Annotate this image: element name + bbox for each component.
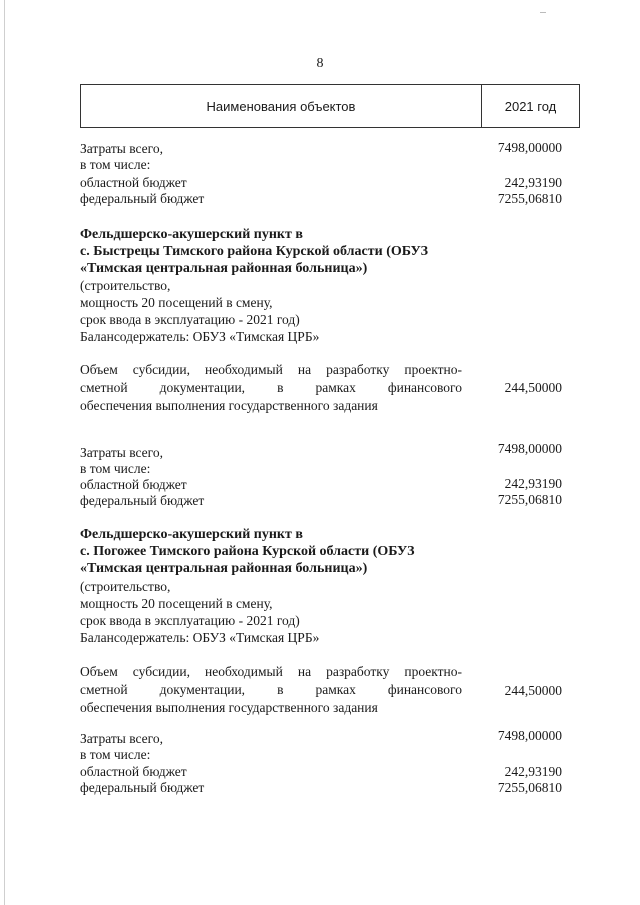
object1-title-line3: «Тимская центральная районная больница»)	[80, 261, 368, 276]
object2-subsidy-line1: Объем субсидии, необходимый на разработку проектно-	[80, 664, 462, 679]
block2-federal-label: федеральный бюджет	[80, 493, 205, 508]
block3-total-value: 7498,00000	[497, 728, 562, 743]
object2-subsidy-line2: сметной документации, в рамках финансового	[80, 682, 462, 697]
object1-subsidy-text	[80, 361, 462, 415]
block3-regional-label: областной бюджет	[80, 764, 187, 779]
block2-regional-label: областной бюджет	[80, 477, 187, 492]
object2-title-line2: с. Погожее Тимского района Курской области (ОБУЗ	[80, 544, 415, 559]
scan-mark	[540, 12, 546, 13]
object1-info-line1: (строительство,	[80, 278, 171, 293]
object2-info-line3: срок ввода в эксплуатацию - 2021 год)	[80, 613, 300, 628]
object2-subsidy-value: 244,50000	[504, 683, 562, 698]
block2-total-value: 7498,00000	[497, 441, 562, 456]
object2-info-line2: мощность 20 посещений в смену,	[80, 596, 273, 611]
object1-title-line2: с. Быстрецы Тимского района Курской области (ОБУЗ	[80, 244, 428, 259]
object1-subsidy-value: 244,50000	[504, 380, 562, 395]
block2-total-label: Затраты всего,	[80, 445, 163, 460]
block1-total-value: 7498,00000	[497, 140, 562, 155]
block2-federal-value: 7255,06810	[497, 492, 562, 507]
block1-including-label: в том числе:	[80, 157, 151, 172]
object2-subsidy-line3: обеспечения выполнения государственного задания	[80, 700, 378, 715]
object2-subsidy-text	[80, 663, 462, 717]
object2-title-line1: Фельдшерско-акушерский пункт в	[80, 527, 303, 542]
block3-including-label: в том числе:	[80, 747, 151, 762]
table-header	[80, 84, 580, 128]
block2-regional-value: 242,93190	[504, 476, 562, 491]
header-year-column: 2021 год	[504, 98, 557, 114]
scan-edge-line	[4, 0, 5, 905]
block1-regional-value: 242,93190	[504, 175, 562, 190]
object1-info-line3: срок ввода в эксплуатацию - 2021 год)	[80, 312, 300, 327]
page-number: 8	[316, 56, 324, 71]
object2-info-line4: Балансодержатель: ОБУЗ «Тимская ЦРБ»	[80, 630, 320, 645]
block1-federal-label: федеральный бюджет	[80, 191, 205, 206]
block3-federal-value: 7255,06810	[497, 780, 562, 795]
block2-including-label: в том числе:	[80, 461, 151, 476]
block1-federal-value: 7255,06810	[497, 191, 562, 206]
block3-federal-label: федеральный бюджет	[80, 780, 205, 795]
block3-regional-value: 242,93190	[504, 764, 562, 779]
object1-info-line4: Балансодержатель: ОБУЗ «Тимская ЦРБ»	[80, 329, 320, 344]
object1-title-line1: Фельдшерско-акушерский пункт в	[80, 227, 303, 242]
header-name-column: Наименования объектов	[81, 85, 482, 127]
block3-total-label: Затраты всего,	[80, 731, 163, 746]
object1-subsidy-line2: сметной документации, в рамках финансового	[80, 380, 462, 395]
object1-subsidy-line1: Объем субсидии, необходимый на разработку проектно-	[80, 362, 462, 377]
object1-subsidy-line3: обеспечения выполнения государственного задания	[80, 398, 378, 413]
block1-regional-label: областной бюджет	[80, 175, 187, 190]
object2-info-line1: (строительство,	[80, 579, 171, 594]
block1-total-label: Затраты всего,	[80, 141, 163, 156]
object1-info-line2: мощность 20 посещений в смену,	[80, 295, 273, 310]
object2-title-line3: «Тимская центральная районная больница»)	[80, 561, 368, 576]
